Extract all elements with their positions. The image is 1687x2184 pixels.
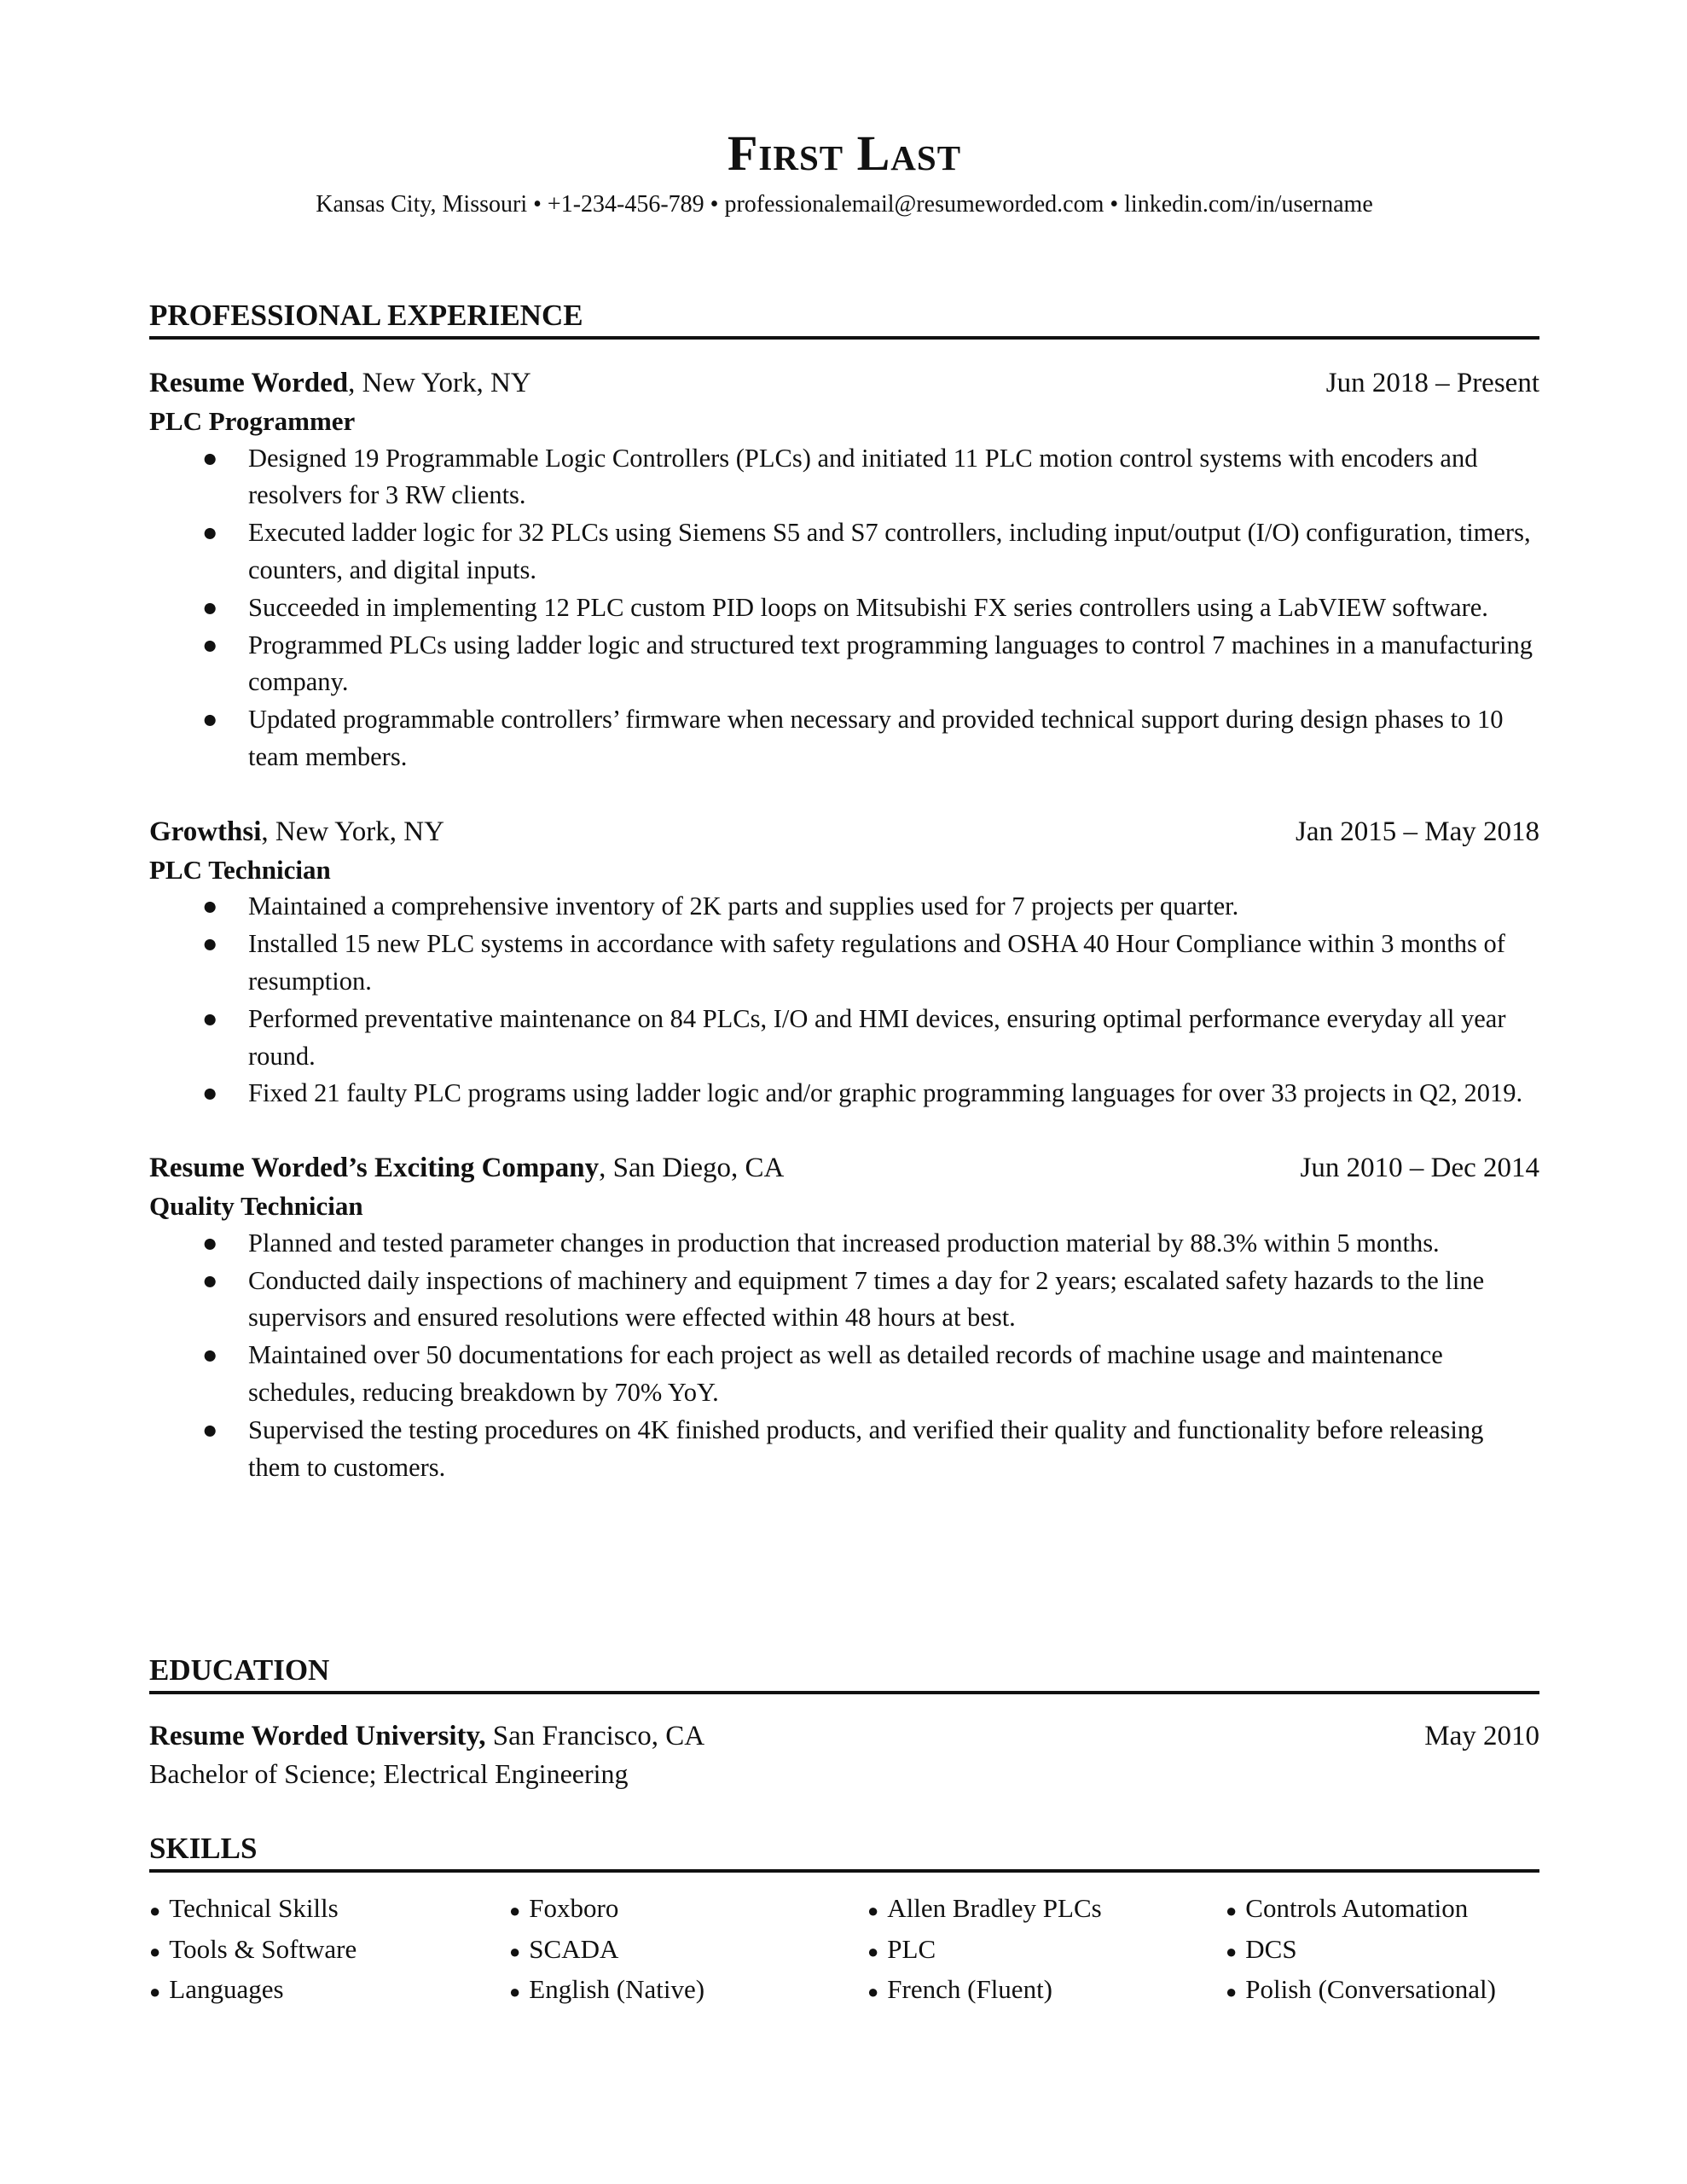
skills-grid — [149, 1890, 1539, 2012]
bullet-text: Programmed PLCs using ladder logic and structured text programming languages to control 7 machines in a manufacturing company. — [248, 630, 1533, 697]
bullet-item — [149, 1412, 1539, 1487]
skill-item — [509, 1890, 867, 1931]
bullet-icon: ● — [202, 1265, 218, 1295]
bullet-list — [149, 1225, 1539, 1487]
education-section — [149, 1652, 1539, 1793]
bullet-icon: ● — [202, 1078, 218, 1108]
graduation-date: May 2010 — [1424, 1721, 1539, 1751]
bullet-icon: ● — [1226, 1900, 1238, 1921]
experience-entry — [149, 814, 1539, 1112]
bullet-item — [149, 514, 1539, 590]
job-title: PLC Technician — [149, 854, 331, 885]
job-title: PLC Programmer — [149, 405, 356, 436]
bullet-icon: ● — [202, 592, 218, 622]
bullet-icon: ● — [202, 892, 218, 921]
bullet-icon: ● — [867, 1981, 879, 2002]
skill-text: Technical Skills — [169, 1893, 339, 1923]
skill-text: PLC — [887, 1933, 936, 1964]
bullet-icon: ● — [202, 630, 218, 659]
skills-section — [149, 1830, 1539, 2012]
entry-header — [149, 814, 1539, 851]
job-title: Quality Technician — [149, 1190, 363, 1221]
experience-entry — [149, 365, 1539, 776]
skill-item — [867, 1971, 1226, 2012]
experience-heading: PROFESSIONAL EXPERIENCE — [149, 297, 1539, 340]
bullet-icon: ● — [867, 1900, 879, 1921]
skill-item — [149, 1931, 509, 1972]
bullet-text: Installed 15 new PLC systems in accordance with safety regulations and OSHA 40 Hour Compliance within 3 months of resumption. — [248, 929, 1505, 996]
education-row — [149, 1718, 1539, 1756]
bullet-item — [149, 1075, 1539, 1112]
entry-dates: Jan 2015 – May 2018 — [1296, 816, 1539, 847]
skill-text: Tools & Software — [169, 1933, 357, 1964]
entry-dates: Jun 2010 – Dec 2014 — [1300, 1153, 1539, 1184]
bullet-text: Planned and tested parameter changes in production that increased production material by 88.3% within 5 months. — [248, 1228, 1440, 1258]
skill-text: SCADA — [529, 1933, 619, 1964]
company-name: Growthsi — [149, 816, 262, 847]
bullet-item — [149, 440, 1539, 515]
skill-item — [867, 1931, 1226, 1972]
bullet-text: Performed preventative maintenance on 84 PLCs, I/O and HMI devices, ensuring optimal performance everyday all year round. — [248, 1003, 1506, 1071]
bullet-text: Maintained over 50 documentations for each project as well as detailed records of machine usage and maintenance schedules, reducing breakdown by 70% YoY. — [248, 1340, 1443, 1407]
bullet-item — [149, 1225, 1539, 1263]
bullet-icon: ● — [202, 518, 218, 548]
skill-item — [867, 1890, 1226, 1931]
degree: Bachelor of Science; Electrical Engineering — [149, 1757, 629, 1789]
bullet-text: Maintained a comprehensive inventory of 2K parts and supplies used for 7 projects per quarter. — [248, 892, 1239, 921]
skill-text: Controls Automation — [1245, 1893, 1469, 1923]
skill-item — [509, 1931, 867, 1972]
bullet-icon: ● — [202, 1228, 218, 1258]
bullet-text: Executed ladder logic for 32 PLCs using Siemens S5 and S7 controllers, including input/output (I/O) configuration, timers, counters, and digital inputs. — [248, 518, 1531, 584]
bullet-icon: ● — [149, 1981, 161, 2002]
bullet-icon: ● — [202, 1340, 218, 1370]
skill-text: French (Fluent) — [887, 1974, 1053, 2004]
bullet-list — [149, 440, 1539, 776]
bullet-text: Succeeded in implementing 12 PLC custom PID loops on Mitsubishi FX series controllers using a LabVIEW software. — [248, 592, 1488, 622]
company-location: , San Diego, CA — [599, 1153, 785, 1184]
skill-item — [1226, 1971, 1539, 2012]
bullet-item — [149, 1001, 1539, 1076]
contact-info: Kansas City, Missouri • +1-234-456-789 • professionalemail@resumeworded.com • linkedin.com/in/username — [316, 191, 1373, 218]
skill-text: Allen Bradley PLCs — [887, 1893, 1102, 1923]
bullet-icon: ● — [867, 1940, 879, 1962]
bullet-item — [149, 888, 1539, 926]
entry-header — [149, 1150, 1539, 1188]
bullet-item — [149, 627, 1539, 702]
skills-heading: SKILLS — [149, 1830, 1539, 1873]
skill-item — [1226, 1931, 1539, 1972]
skill-item — [1226, 1890, 1539, 1931]
school-location: San Francisco, CA — [485, 1721, 705, 1751]
experience-section — [149, 297, 1539, 1486]
bullet-text: Fixed 21 faulty PLC programs using ladder logic and/or graphic programming languages for over 33 projects in Q2, 2019. — [248, 1078, 1523, 1108]
bullet-icon: ● — [509, 1900, 521, 1921]
skill-text: Languages — [169, 1974, 284, 2004]
entry-dates: Jun 2018 – Present — [1325, 368, 1539, 398]
skill-item — [149, 1890, 509, 1931]
bullet-item — [149, 1337, 1539, 1412]
education-heading: EDUCATION — [149, 1652, 1539, 1694]
skill-text: Polish (Conversational) — [1245, 1974, 1496, 2004]
skill-text: Foxboro — [529, 1893, 619, 1923]
bullet-icon: ● — [202, 1003, 218, 1033]
bullet-list — [149, 888, 1539, 1112]
bullet-icon: ● — [202, 1414, 218, 1444]
bullet-icon: ● — [202, 705, 218, 735]
entry-header — [149, 365, 1539, 403]
bullet-icon: ● — [202, 443, 218, 473]
bullet-icon: ● — [202, 929, 218, 959]
experience-entry — [149, 1150, 1539, 1486]
bullet-icon: ● — [149, 1900, 161, 1921]
company-name: Resume Worded — [149, 368, 349, 398]
company-name: Resume Worded’s Exciting Company — [149, 1153, 600, 1184]
bullet-icon: ● — [1226, 1940, 1238, 1962]
bullet-item — [149, 590, 1539, 627]
bullet-text: Updated programmable controllers’ firmware when necessary and provided technical support during design phases to 10 team members. — [248, 705, 1504, 771]
bullet-icon: ● — [149, 1940, 161, 1962]
bullet-icon: ● — [509, 1981, 521, 2002]
experience-list — [149, 365, 1539, 1486]
school-name: Resume Worded University, — [149, 1721, 486, 1751]
bullet-icon: ● — [509, 1940, 521, 1962]
bullet-item — [149, 926, 1539, 1001]
bullet-item — [149, 1263, 1539, 1338]
candidate-name: First Last — [727, 125, 962, 181]
skill-text: English (Native) — [529, 1974, 705, 2004]
company-location: , New York, NY — [261, 816, 444, 847]
company-location: , New York, NY — [348, 368, 531, 398]
bullet-item — [149, 701, 1539, 776]
bullet-icon: ● — [1226, 1981, 1238, 2002]
skill-item — [149, 1971, 509, 2012]
bullet-text: Designed 19 Programmable Logic Controllers (PLCs) and initiated 11 PLC motion control systems with encoders and resolvers for 3 RW clients. — [248, 443, 1478, 510]
skill-item — [509, 1971, 867, 2012]
skill-text: DCS — [1245, 1933, 1297, 1964]
bullet-text: Conducted daily inspections of machinery and equipment 7 times a day for 2 years; escalated safety hazards to the line supervisors and ensured resolutions were effected within 48 hours at best. — [248, 1265, 1485, 1333]
bullet-text: Supervised the testing procedures on 4K finished products, and verified their quality and functionality before releasing them to customers. — [248, 1414, 1484, 1482]
